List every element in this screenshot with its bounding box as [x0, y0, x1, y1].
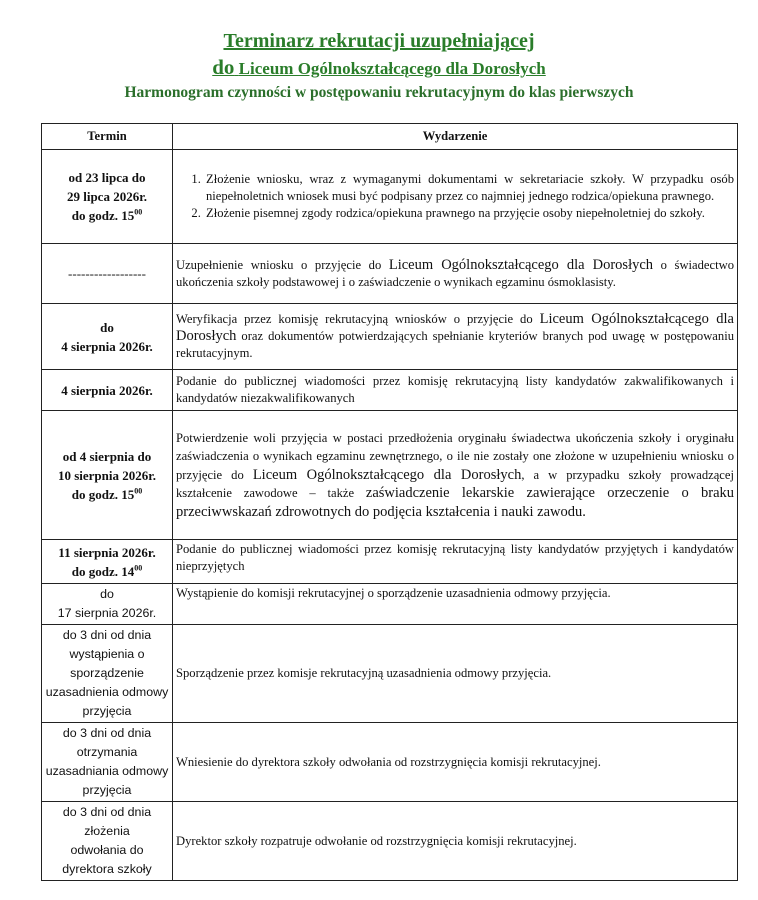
term-line: 29 lipca 2026r.: [66, 189, 148, 204]
term-line: uzasadniania odmowy: [45, 764, 169, 778]
document-title: Terminarz rekrutacji uzupełniającej: [223, 30, 535, 52]
term-cell: [42, 150, 173, 244]
term-line: od 4 sierpnia do: [62, 448, 152, 464]
table-row: [42, 304, 738, 370]
term-sup: 00: [134, 486, 143, 496]
event-list-item: 1. Złożenie wniosku, wraz z wymaganymi dokumentami w sekretariacie szkoły. W przypadku osób niepełnoletnich wniosek musi być podpisany przez co najmniej jednego rodzica/opiekuna prawnego.: [204, 171, 734, 205]
table-row: [42, 802, 738, 881]
term-line: odwołania do: [70, 843, 144, 857]
term-cell: 4 sierpnia 2026r.: [42, 370, 173, 411]
term-line: [45, 485, 169, 504]
term-line: złożenia: [84, 824, 130, 838]
document-title-school: [0, 56, 758, 80]
term-text: do godz. 15: [71, 208, 135, 223]
term-line: do: [100, 587, 114, 601]
event-text-large: zaświadczenie lekarskie zawierające orzeczenie o braku przeciwwskazań zdrowotnych do podjęcia kształcenia i nauki zawodu.: [176, 485, 735, 520]
term-text: do godz. 15: [71, 486, 135, 502]
term-cell: [42, 304, 173, 370]
title-school-name: Liceum Ogólnokształcącego dla Dorosłych: [238, 59, 546, 78]
term-line: 4 sierpnia 2026r.: [61, 338, 153, 354]
table-row: [42, 540, 738, 584]
document-subtitle: Harmonogram czynności w postępowaniu rekrutacyjnym do klas pierwszych: [124, 84, 634, 101]
term-line: wystąpienia o: [69, 647, 145, 661]
event-text: Weryfikacja przez komisję rekrutacyjną wniosków o przyjęcie do: [176, 312, 540, 326]
term-line: przyjęcia: [82, 704, 132, 718]
event-cell: Podanie do publicznej wiadomości przez komisję rekrutacyjną listy kandydatów zakwalifikowanych i kandydatów niezakwalifikowanych: [173, 370, 738, 411]
table-row: [42, 625, 738, 723]
event-cell: Wniesienie do dyrektora szkoły odwołania od rozstrzygnięcia komisji rekrutacyjnej.: [173, 723, 738, 802]
table-row: [42, 584, 738, 625]
event-list-item: 2. Złożenie pisemnej zgody rodzica/opiekuna prawnego na przyjęcie osoby niepełnoletniej do szkoły.: [204, 205, 734, 222]
column-header-wydarzenie: Wydarzenie: [173, 124, 738, 150]
table-row: [42, 244, 738, 304]
term-line: do 3 dni od dnia: [62, 805, 152, 819]
school-name: Liceum Ogólnokształcącego dla Dorosłych: [176, 311, 734, 344]
event-text: o świadectwo ukończenia szkoły podstawowej i o zaświadczenie o wynikach egzaminu ósmoklasisty.: [176, 257, 734, 289]
document-header: [0, 28, 758, 104]
event-text: Potwierdzenie woli przyjęcia w postaci przedłożenia oryginału świadectwa ukończenia szkoły i oryginału zaświadczenia o wynikach egzaminu zewnętrznego, o ile nie zostały one złożone w uzupełnieniu wniosku o przyjęcie do: [176, 430, 734, 482]
table-row: [42, 150, 738, 244]
table-row: [42, 411, 738, 540]
term-sup: 00: [134, 207, 143, 217]
term-cell: [42, 625, 173, 723]
term-line: [45, 206, 169, 225]
term-line: sporządzenie: [70, 666, 144, 680]
table-row: [42, 723, 738, 802]
term-cell: [42, 802, 173, 881]
event-text: Uzupełnienie wniosku o przyjęcie do: [176, 257, 389, 272]
event-cell: Podanie do publicznej wiadomości przez komisję rekrutacyjną listy kandydatów przyjętych i kandydatów nieprzyjętych: [173, 540, 738, 584]
term-line: uzasadnienia odmowy: [45, 685, 169, 699]
event-cell: [173, 150, 738, 244]
term-line: do: [100, 319, 114, 335]
term-cell: ------------------: [42, 244, 173, 304]
term-cell: [42, 540, 173, 584]
term-line: otrzymania: [76, 745, 138, 759]
schedule-table: [41, 123, 738, 881]
column-header-termin: Termin: [42, 124, 173, 150]
term-line: [45, 562, 169, 581]
term-line: dyrektora szkoły: [62, 862, 152, 876]
term-text: do godz. 14: [71, 563, 135, 579]
event-text: oraz dokumentów potwierdzających spełnianie kryteriów branych pod uwagę w postępowaniu rekrutacyjnym.: [176, 329, 734, 360]
title-prefix: do: [212, 55, 235, 79]
event-cell: Dyrektor szkoły rozpatruje odwołanie od rozstrzygnięcia komisji rekrutacyjnej.: [173, 802, 738, 881]
event-text: , a w przypadku szkoły prowadzącej kształcenie zawodowe – także: [176, 467, 734, 501]
table-header-row: [42, 124, 738, 150]
term-line: od 23 lipca do: [68, 170, 146, 185]
event-cell: [173, 244, 738, 304]
school-name: Liceum Ogólnokształcącego dla Dorosłych: [388, 256, 654, 273]
term-sup: 00: [134, 563, 143, 573]
term-cell: [42, 411, 173, 540]
event-cell: Sporządzenie przez komisje rekrutacyjną uzasadnienia odmowy przyjęcia.: [173, 625, 738, 723]
term-line: przyjęcia: [82, 783, 132, 797]
event-cell: [173, 304, 738, 370]
term-cell: [42, 584, 173, 625]
term-line: do 3 dni od dnia: [62, 726, 152, 740]
event-list: [176, 171, 734, 222]
term-line: 10 sierpnia 2026r.: [57, 467, 157, 483]
term-line: do 3 dni od dnia: [62, 628, 152, 642]
event-cell: [173, 411, 738, 540]
school-name: Liceum Ogólnokształcącego dla Dorosłych: [252, 466, 522, 483]
event-cell: Wystąpienie do komisji rekrutacyjnej o sporządzenie uzasadnienia odmowy przyjęcia.: [173, 584, 738, 625]
table-row: [42, 370, 738, 411]
term-line: 17 sierpnia 2026r.: [57, 606, 157, 620]
term-line: 11 sierpnia 2026r.: [58, 544, 156, 560]
term-cell: [42, 723, 173, 802]
